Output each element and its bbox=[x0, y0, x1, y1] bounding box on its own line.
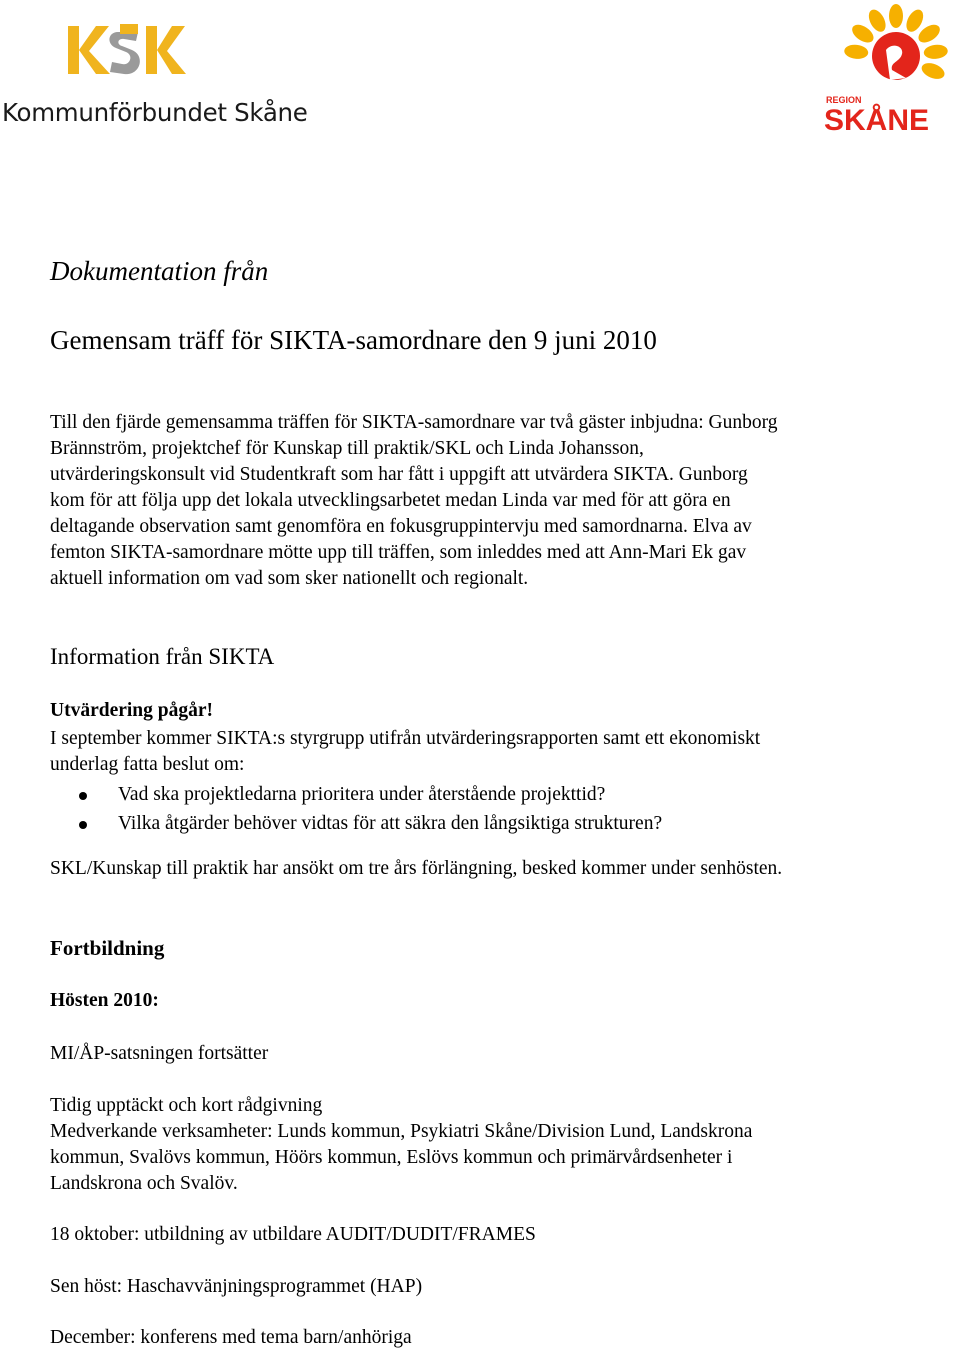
intro-line: utvärderingskonsult vid Studentkraft som har fått i uppgift att utvärdera SIKTA. Gunborg bbox=[50, 464, 748, 485]
ksk-logo-mark bbox=[0, 20, 200, 80]
list-item bbox=[50, 809, 662, 838]
september-paragraph bbox=[50, 726, 760, 778]
paragraph-line: kommun, Svalövs kommun, Höörs kommun, Eslövs kommun och primärvårdsenheter i bbox=[50, 1147, 733, 1168]
mi-line: MI/ÅP-satsningen fortsätter bbox=[50, 1043, 269, 1064]
intro-paragraph bbox=[50, 410, 910, 592]
subheading-evaluation: Utvärdering pågår! bbox=[50, 700, 214, 721]
paragraph-line: Landskrona och Svalöv. bbox=[50, 1173, 238, 1194]
region-label: REGION bbox=[826, 95, 862, 105]
paragraph-line: I september kommer SIKTA:s styrgrupp utifrån utvärderingsrapporten samt ett ekonomiskt bbox=[50, 728, 761, 749]
decision-list bbox=[50, 780, 662, 838]
ksk-logo-text: Kommunförbundet Skåne bbox=[2, 98, 308, 127]
medverkande-paragraph bbox=[50, 1119, 752, 1197]
subheading-autumn: Hösten 2010: bbox=[50, 990, 159, 1011]
list-item bbox=[50, 780, 662, 809]
list-item-text: Vad ska projektledarna prioritera under återstående projekttid? bbox=[118, 784, 606, 805]
intro-line: Till den fjärde gemensamma träffen för SIKTA-samordnare var två gäster inbjudna: Gunborg bbox=[50, 412, 778, 433]
intro-line: femton SIKTA-samordnare mötte upp till träffen, som inleddes med att Ann-Mari Ek gav bbox=[50, 542, 747, 563]
list-item-text: Vilka åtgärder behöver vidtas för att säkra den långsiktiga strukturen? bbox=[118, 813, 663, 834]
tidig-line: Tidig upptäckt och kort rådgivning bbox=[50, 1095, 323, 1116]
region-skane-logo bbox=[818, 4, 960, 136]
intro-line: aktuell information om vad som sker nationellt och regionalt. bbox=[50, 568, 529, 589]
ksk-logo bbox=[0, 20, 308, 128]
document-title-prefix: Dokumentation från bbox=[50, 256, 269, 286]
section-heading-fortbildning: Fortbildning bbox=[50, 936, 165, 960]
sen-host-line: Sen höst: Haschavvänjningsprogrammet (HAP) bbox=[50, 1276, 423, 1297]
intro-line: Brännström, projektchef för Kunskap till praktik/SKL och Linda Johansson, bbox=[50, 438, 644, 459]
bullet-icon bbox=[79, 821, 87, 829]
skl-note: SKL/Kunskap till praktik har ansökt om tre års förlängning, besked kommer under senhösten. bbox=[50, 858, 783, 879]
december-line: December: konferens med tema barn/anhöriga bbox=[50, 1327, 412, 1348]
intro-line: kom för att följa upp det lokala utvecklingsarbetet medan Linda var med för att göra en bbox=[50, 490, 731, 511]
paragraph-line: underlag fatta beslut om: bbox=[50, 754, 245, 775]
paragraph-line: Medverkande verksamheter: Lunds kommun, Psykiatri Skåne/Division Lund, Landskrona bbox=[50, 1121, 753, 1142]
intro-line: deltagande observation samt genomföra en fokusgruppintervju med samordnarna. Elva av bbox=[50, 516, 752, 537]
section-heading-information: Information från SIKTA bbox=[50, 644, 275, 669]
oktober-line: 18 oktober: utbildning av utbildare AUDIT/DUDIT/FRAMES bbox=[50, 1224, 536, 1245]
region-skane-wordmark bbox=[818, 92, 960, 132]
document-title: Gemensam träff för SIKTA-samordnare den 9 juni 2010 bbox=[50, 325, 657, 355]
bullet-icon bbox=[79, 792, 87, 800]
skane-label: SKÅNE bbox=[824, 104, 930, 132]
